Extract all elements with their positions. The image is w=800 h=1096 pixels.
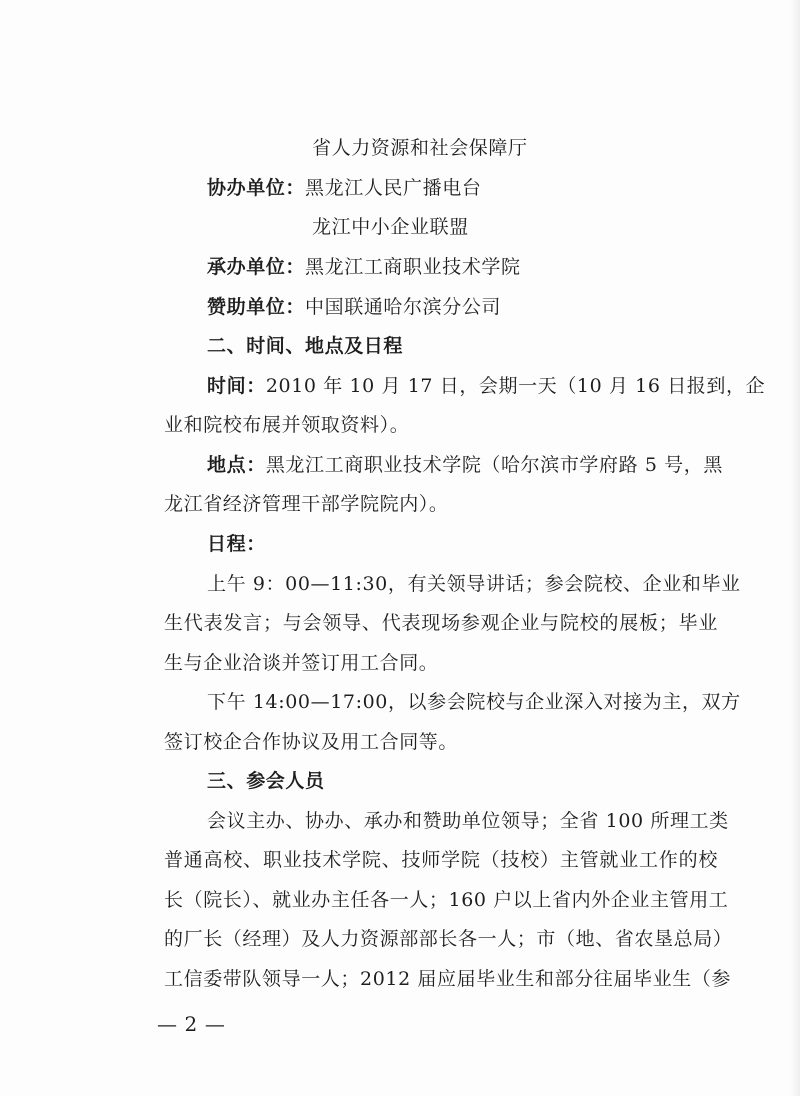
- section-heading-time-place: [207, 334, 403, 358]
- place-row-cont: [164, 492, 449, 516]
- line-0: 省人力资源和社会保障厅: [312, 137, 528, 159]
- attendees-para-3: [164, 888, 729, 912]
- line-25: 的厂长（经理）及人力资源部部长各一人；市（地、省农垦总局）: [164, 928, 733, 950]
- host-value: 黑龙江工商职业技术学院: [305, 256, 521, 278]
- page-number: [157, 1012, 225, 1036]
- sponsor-row: [207, 295, 501, 319]
- schedule-morning-cont-2: [164, 651, 438, 675]
- sponsor-value: 中国联通哈尔滨分公司: [305, 296, 502, 318]
- host-label: 承办单位：: [207, 256, 306, 278]
- co-organizer-value: 黑龙江人民广播电台: [305, 177, 482, 199]
- place-row: [207, 453, 723, 477]
- schedule-morning: [207, 572, 741, 596]
- attendees-para-1: [207, 809, 729, 833]
- schedule-afternoon: [207, 690, 741, 714]
- sponsor-label: 赞助单位：: [207, 296, 306, 318]
- line-23: 普通高校、职业技术学院、技师学院（技校）主管就业工作的校: [164, 849, 718, 871]
- line-21: 三、参会人员: [207, 770, 325, 792]
- schedule-morning-cont-1: [164, 611, 718, 635]
- line-11: 业和院校布展并领取资料）。: [164, 414, 410, 436]
- place-label: 地点：: [207, 454, 266, 476]
- attendees-para-2: [164, 848, 718, 872]
- time-label: 时间：: [207, 375, 266, 397]
- line-19: 下午 14:00—17:00，以参会院校与企业深入对接为主，双方: [207, 691, 741, 713]
- line-14: 龙江省经济管理干部学院院内）。: [164, 493, 449, 515]
- line-16: 上午 9：00—11:30，有关领导讲话；参会院校、企业和毕业: [207, 573, 741, 595]
- line-17: 生代表发言；与会领导、代表现场参观企业与院校的展板；毕业: [164, 612, 718, 634]
- line-22: 会议主办、协办、承办和赞助单位领导；全省 100 所理工类: [207, 810, 729, 832]
- page-number-text: — 2 —: [157, 1012, 226, 1036]
- schedule-label: [207, 532, 266, 556]
- section-heading-attendees: [207, 769, 325, 793]
- continuation-organizer: [312, 136, 528, 160]
- time-row: [207, 374, 765, 398]
- host-row: [207, 255, 521, 279]
- line-24: 长（院长）、就业办主任各一人；160 户以上省内外企业主管用工: [164, 889, 729, 911]
- page-edge-shadow: [790, 0, 800, 1096]
- line-20: 签订校企合作协议及用工合同等。: [164, 731, 459, 753]
- time-value: 2010 年 10 月 17 日，会期一天（10 月 16 日报到，企: [265, 375, 766, 397]
- attendees-para-5: [164, 967, 731, 991]
- line-8: 二、时间、地点及日程: [207, 335, 404, 357]
- line-26: 工信委带队领导一人；2012 届应届毕业生和部分往届毕业生（参: [164, 968, 731, 990]
- co-organizer-row: [207, 176, 481, 200]
- co-organizer-value-2: [312, 215, 469, 239]
- line-3: 龙江中小企业联盟: [312, 216, 469, 238]
- place-value: 黑龙江工商职业技术学院（哈尔滨市学府路 5 号，黑: [265, 454, 723, 476]
- line-15: 日程：: [207, 533, 266, 555]
- schedule-afternoon-cont: [164, 730, 458, 754]
- line-18: 生与企业洽谈并签订用工合同。: [164, 652, 439, 674]
- co-organizer-label: 协办单位：: [207, 177, 306, 199]
- attendees-para-4: [164, 927, 733, 951]
- time-row-cont: [164, 413, 409, 437]
